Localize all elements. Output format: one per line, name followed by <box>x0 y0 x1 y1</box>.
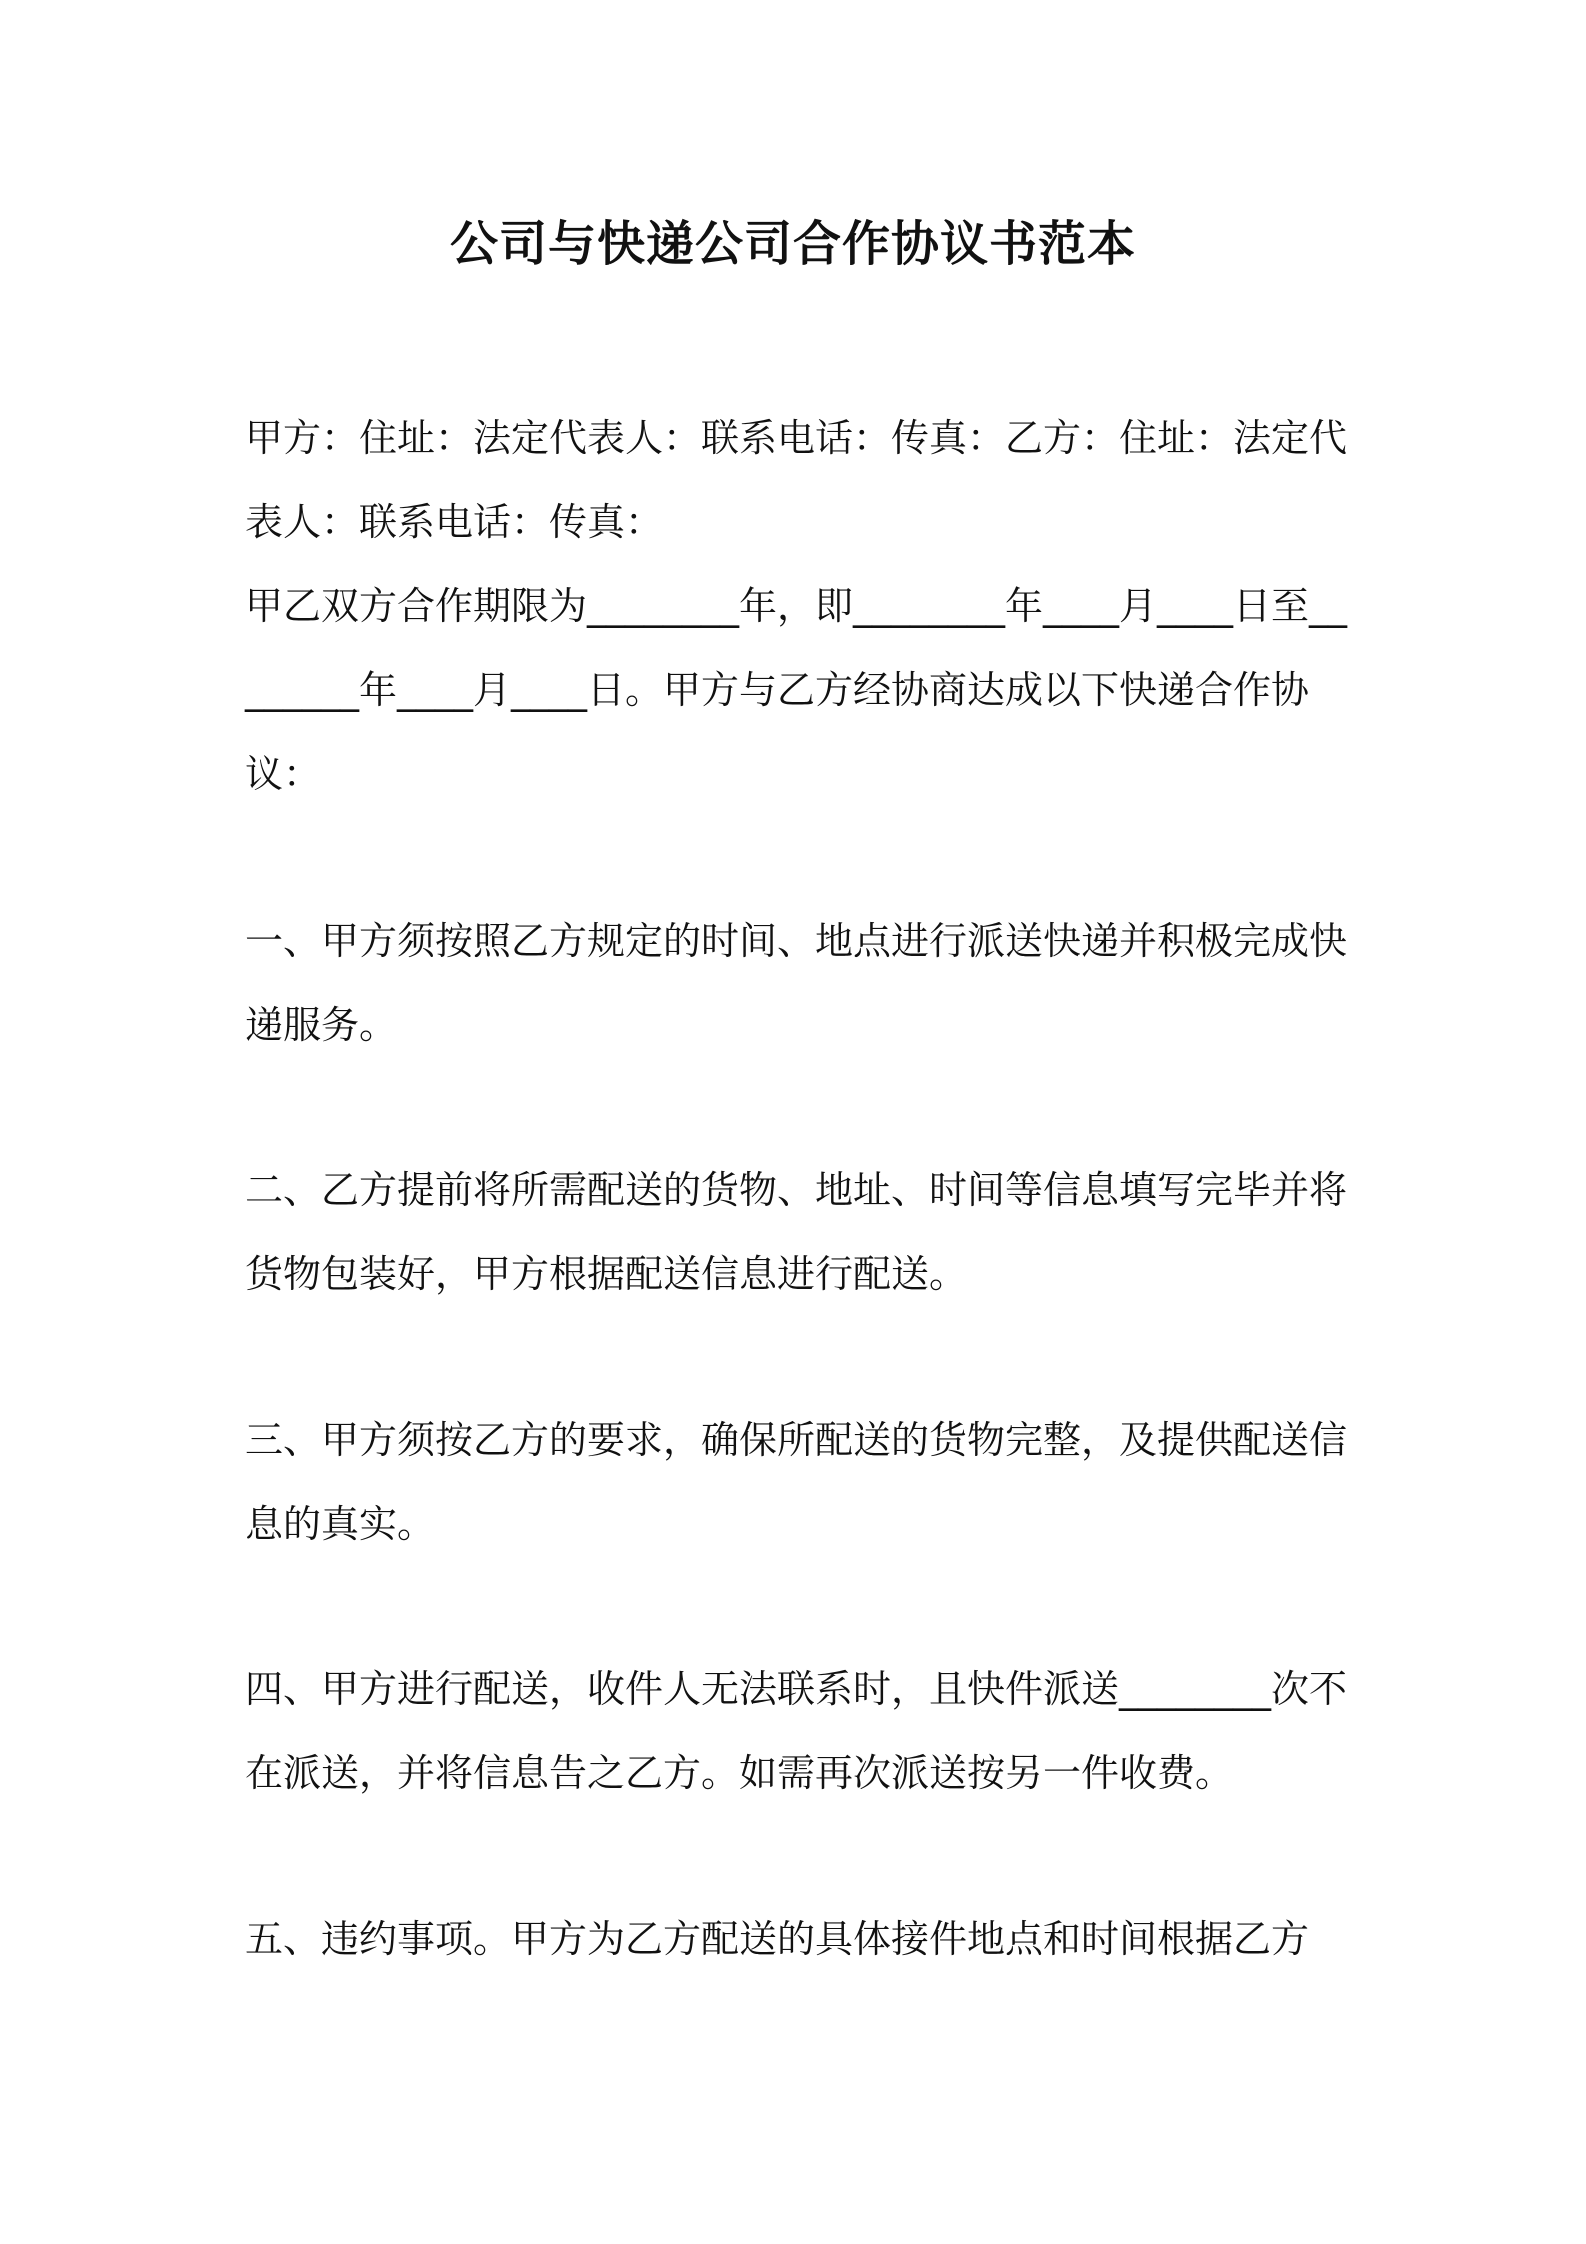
clause-4: 四、甲方进行配送，收件人无法联系时，且快件派送________次不在派送，并将信息告之乙方。如需再次派送按另一件收费。 <box>245 1667 1348 1795</box>
clause-3: 三、甲方须按乙方的要求，确保所配送的货物完整，及提供配送信息的真实。 <box>245 1418 1348 1546</box>
document-title: 公司与快递公司合作协议书范本 <box>449 216 1136 272</box>
parties-info: 甲方：住址：法定代表人：联系电话：传真：乙方：住址：法定代表人：联系电话：传真： <box>245 416 1348 544</box>
cooperation-term: 甲乙双方合作期限为________年，即________年____月____日至________年____月____日。甲方与乙方经协商达成以下快递合作协议： <box>245 584 1348 796</box>
clause-2: 二、乙方提前将所需配送的货物、地址、时间等信息填写完毕并将货物包装好，甲方根据配送信息进行配送。 <box>245 1168 1348 1296</box>
clause-5: 五、违约事项。甲方为乙方配送的具体接件地点和时间根据乙方 <box>245 1917 1310 1961</box>
clause-1: 一、甲方须按照乙方规定的时间、地点进行派送快递并积极完成快递服务。 <box>245 919 1348 1047</box>
